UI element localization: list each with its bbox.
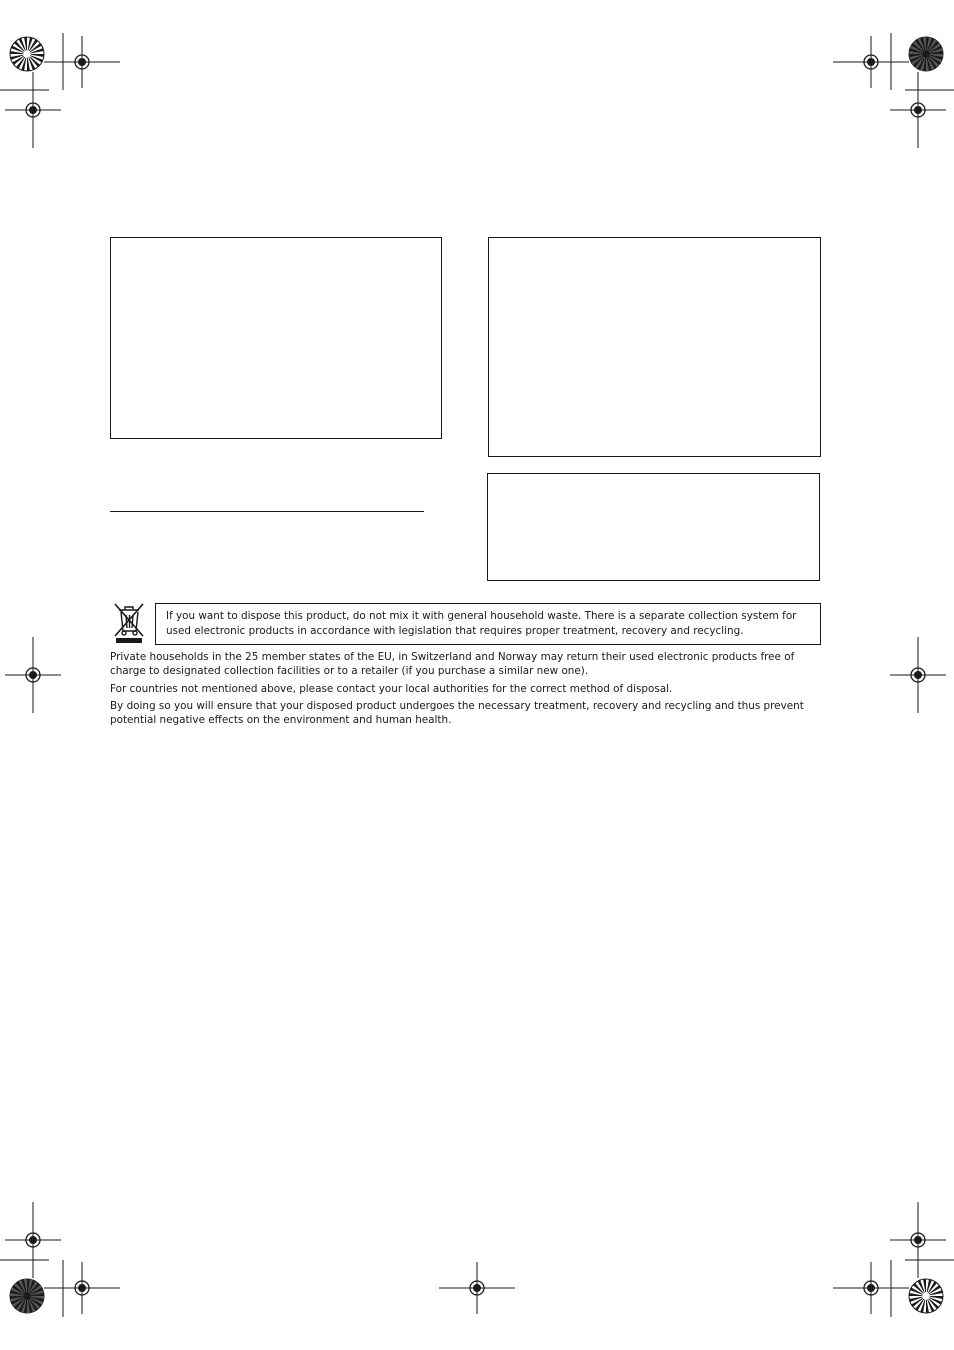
starburst-target-icon xyxy=(10,1279,44,1313)
paragraph-environment: By doing so you will ensure that your disposed product undergoes the necessary treatment, recovery and recycling and thus prevent potential negative effects on the environment and human health. xyxy=(110,700,804,726)
registration-crosshair-icon xyxy=(5,637,61,713)
blank-frame-right xyxy=(488,237,821,457)
registration-crosshair-icon xyxy=(890,72,946,148)
paragraph-other-countries: For countries not mentioned above, please contact your local authorities for the correct method of disposal. xyxy=(110,683,673,695)
registration-crosshair-icon xyxy=(5,1202,61,1278)
starburst-target-icon xyxy=(10,37,44,71)
disposal-notice-text: If you want to dispose this product, do not mix it with general household waste. There is a separate collection system for used electronic products in accordance with legislation that requires proper treatment, recovery and recycling. xyxy=(166,610,797,637)
blank-frame-left xyxy=(110,237,442,439)
disposal-notice-box xyxy=(155,603,821,645)
crossed-out-wheelie-bin-icon xyxy=(112,601,146,645)
paragraph-eu-return: Private households in the 25 member states of the EU, in Switzerland and Norway may return their used electronic products free of charge to designated collection facilities or to a retailer (if you purchase a similar new one). xyxy=(110,651,795,677)
registration-crosshair-icon xyxy=(833,1262,909,1314)
starburst-target-icon xyxy=(909,1279,943,1313)
registration-crosshair-icon xyxy=(44,36,120,88)
registration-crosshair-icon xyxy=(5,72,61,148)
registration-crosshair-icon xyxy=(833,36,909,88)
blank-frame-lower-right xyxy=(487,473,820,581)
registration-crosshair-icon xyxy=(890,1202,946,1278)
registration-crosshair-icon xyxy=(890,637,946,713)
registration-crosshair-icon xyxy=(44,1262,120,1314)
signature-line xyxy=(110,511,424,512)
registration-crosshair-icon xyxy=(439,1262,515,1314)
starburst-target-icon xyxy=(909,37,943,71)
